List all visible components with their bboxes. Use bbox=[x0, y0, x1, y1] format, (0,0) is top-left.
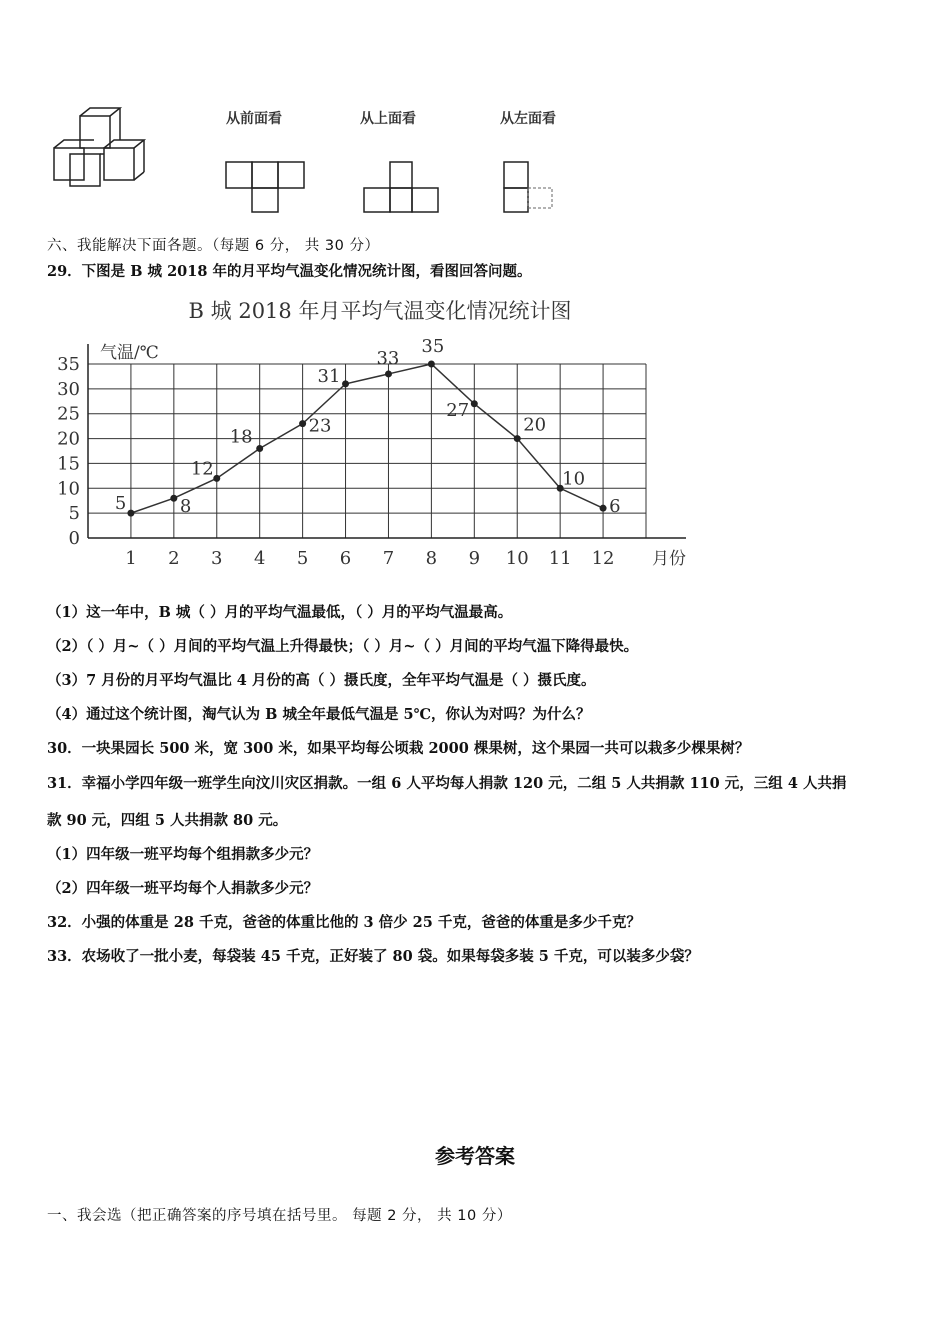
x-tick-label: 5 bbox=[296, 548, 309, 569]
data-point bbox=[256, 445, 263, 452]
data-point bbox=[385, 370, 392, 377]
x-tick-label: 7 bbox=[382, 548, 395, 569]
x-tick-label: 6 bbox=[339, 548, 352, 569]
question-29-sub-3: （3）7 月份的月平均气温比 4 月份的高（ ）摄氏度，全年平均气温是（ ）摄氏度。 bbox=[47, 672, 596, 689]
question-29-sub-2: （2）（ ）月~（ ）月间的平均气温上升得最快；（ ）月~（ ）月间的平均气温下降得最快。 bbox=[47, 638, 639, 655]
y-tick-label: 5 bbox=[68, 503, 80, 525]
section-6-heading: 六、我能解决下面各题。（每题 6 分， 共 30 分） bbox=[47, 238, 380, 254]
data-point bbox=[471, 400, 478, 407]
data-label: 18 bbox=[229, 426, 253, 448]
data-label: 8 bbox=[179, 496, 192, 518]
y-tick-label: 20 bbox=[57, 428, 80, 450]
question-31-line-2: 款 90 元，四组 5 人共捐款 80 元。 bbox=[47, 812, 288, 829]
data-label: 6 bbox=[609, 496, 621, 518]
data-label: 23 bbox=[308, 415, 332, 437]
chart-grid bbox=[88, 364, 646, 538]
data-label: 27 bbox=[446, 399, 470, 421]
question-32: 32．小强的体重是 28 千克，爸爸的体重比他的 3 倍少 25 千克，爸爸的体重是多少千克？ bbox=[47, 914, 641, 931]
data-point bbox=[170, 495, 177, 502]
data-label: 12 bbox=[190, 458, 214, 480]
x-tick-label: 2 bbox=[168, 548, 180, 569]
question-31-line-1: 31．幸福小学四年级一班学生向汶川灾区捐款。一组 6 人平均每人捐款 120 元，二组 5 人共捐款 110 元，三组 4 人共捐 bbox=[47, 775, 847, 792]
question-31-sub-1: （1）四年级一班平均每个组捐款多少元？ bbox=[47, 846, 319, 863]
three-views-figure bbox=[40, 100, 620, 225]
y-tick-label: 15 bbox=[57, 453, 80, 475]
x-tick-label: 9 bbox=[468, 548, 481, 569]
data-point bbox=[213, 475, 220, 482]
answer-section-1: 一、我会选（把正确答案的序号填在括号里。 每题 2 分， 共 10 分） bbox=[47, 1208, 512, 1224]
data-label: 35 bbox=[421, 336, 445, 357]
front-view-label: 从前面看 bbox=[226, 111, 282, 127]
temperature-chart bbox=[40, 292, 720, 582]
data-point bbox=[127, 510, 134, 517]
y-tick-label: 10 bbox=[57, 478, 80, 500]
data-label: 31 bbox=[317, 365, 341, 387]
y-tick-label: 30 bbox=[57, 378, 80, 400]
left-view-label: 从左面看 bbox=[500, 111, 556, 127]
cube-top bbox=[80, 116, 110, 148]
x-tick-label: 8 bbox=[425, 548, 438, 569]
question-30: 30．一块果园长 500 米，宽 300 米，如果平均每公顷栽 2000 棵果树，这个果园一共可以栽多少棵果树？ bbox=[47, 740, 750, 757]
cube-front bbox=[70, 154, 100, 186]
question-29-sub-4: （4）通过这个统计图，淘气认为 B 城全年最低气温是 5℃，你认为对吗？为什么？ bbox=[47, 706, 591, 723]
data-label: 5 bbox=[114, 493, 127, 515]
question-33: 33．农场收了一批小麦，每袋装 45 千克，正好装了 80 袋。如果每袋多装 5 千克，可以装多少袋？ bbox=[47, 948, 699, 965]
data-label: 33 bbox=[376, 347, 400, 369]
x-tick-label: 12 bbox=[591, 548, 615, 569]
x-tick-label: 1 bbox=[125, 548, 137, 569]
y-tick-label: 25 bbox=[57, 403, 80, 425]
x-tick-label: 4 bbox=[253, 548, 266, 569]
x-tick-label: 11 bbox=[548, 548, 572, 569]
top-view-label: 从上面看 bbox=[360, 111, 416, 127]
data-point bbox=[299, 420, 306, 427]
x-tick-label: 3 bbox=[211, 548, 223, 569]
data-point bbox=[342, 380, 349, 387]
data-label: 10 bbox=[562, 468, 586, 490]
question-29-sub-1: （1）这一年中，B 城（ ）月的平均气温最低，（ ）月的平均气温最高。 bbox=[47, 604, 513, 621]
question-31-sub-2: （2）四年级一班平均每个人捐款多少元？ bbox=[47, 880, 319, 897]
question-29: 29．下图是 B 城 2018 年的月平均气温变化情况统计图，看图回答问题。 bbox=[47, 263, 532, 280]
chart-svg bbox=[40, 292, 720, 582]
x-axis-label: 月份 bbox=[652, 549, 686, 569]
answer-title: 参考答案 bbox=[435, 1144, 515, 1168]
chart-title: B 城 2018 年月平均气温变化情况统计图 bbox=[188, 299, 572, 323]
y-axis-label: 气温/℃ bbox=[100, 343, 159, 363]
x-tick-label: 10 bbox=[505, 548, 529, 569]
y-tick-label: 35 bbox=[57, 354, 80, 375]
data-point bbox=[428, 361, 435, 368]
data-point bbox=[514, 435, 521, 442]
y-tick-label: 0 bbox=[68, 528, 80, 549]
data-label: 20 bbox=[523, 414, 547, 436]
data-point bbox=[600, 505, 607, 512]
